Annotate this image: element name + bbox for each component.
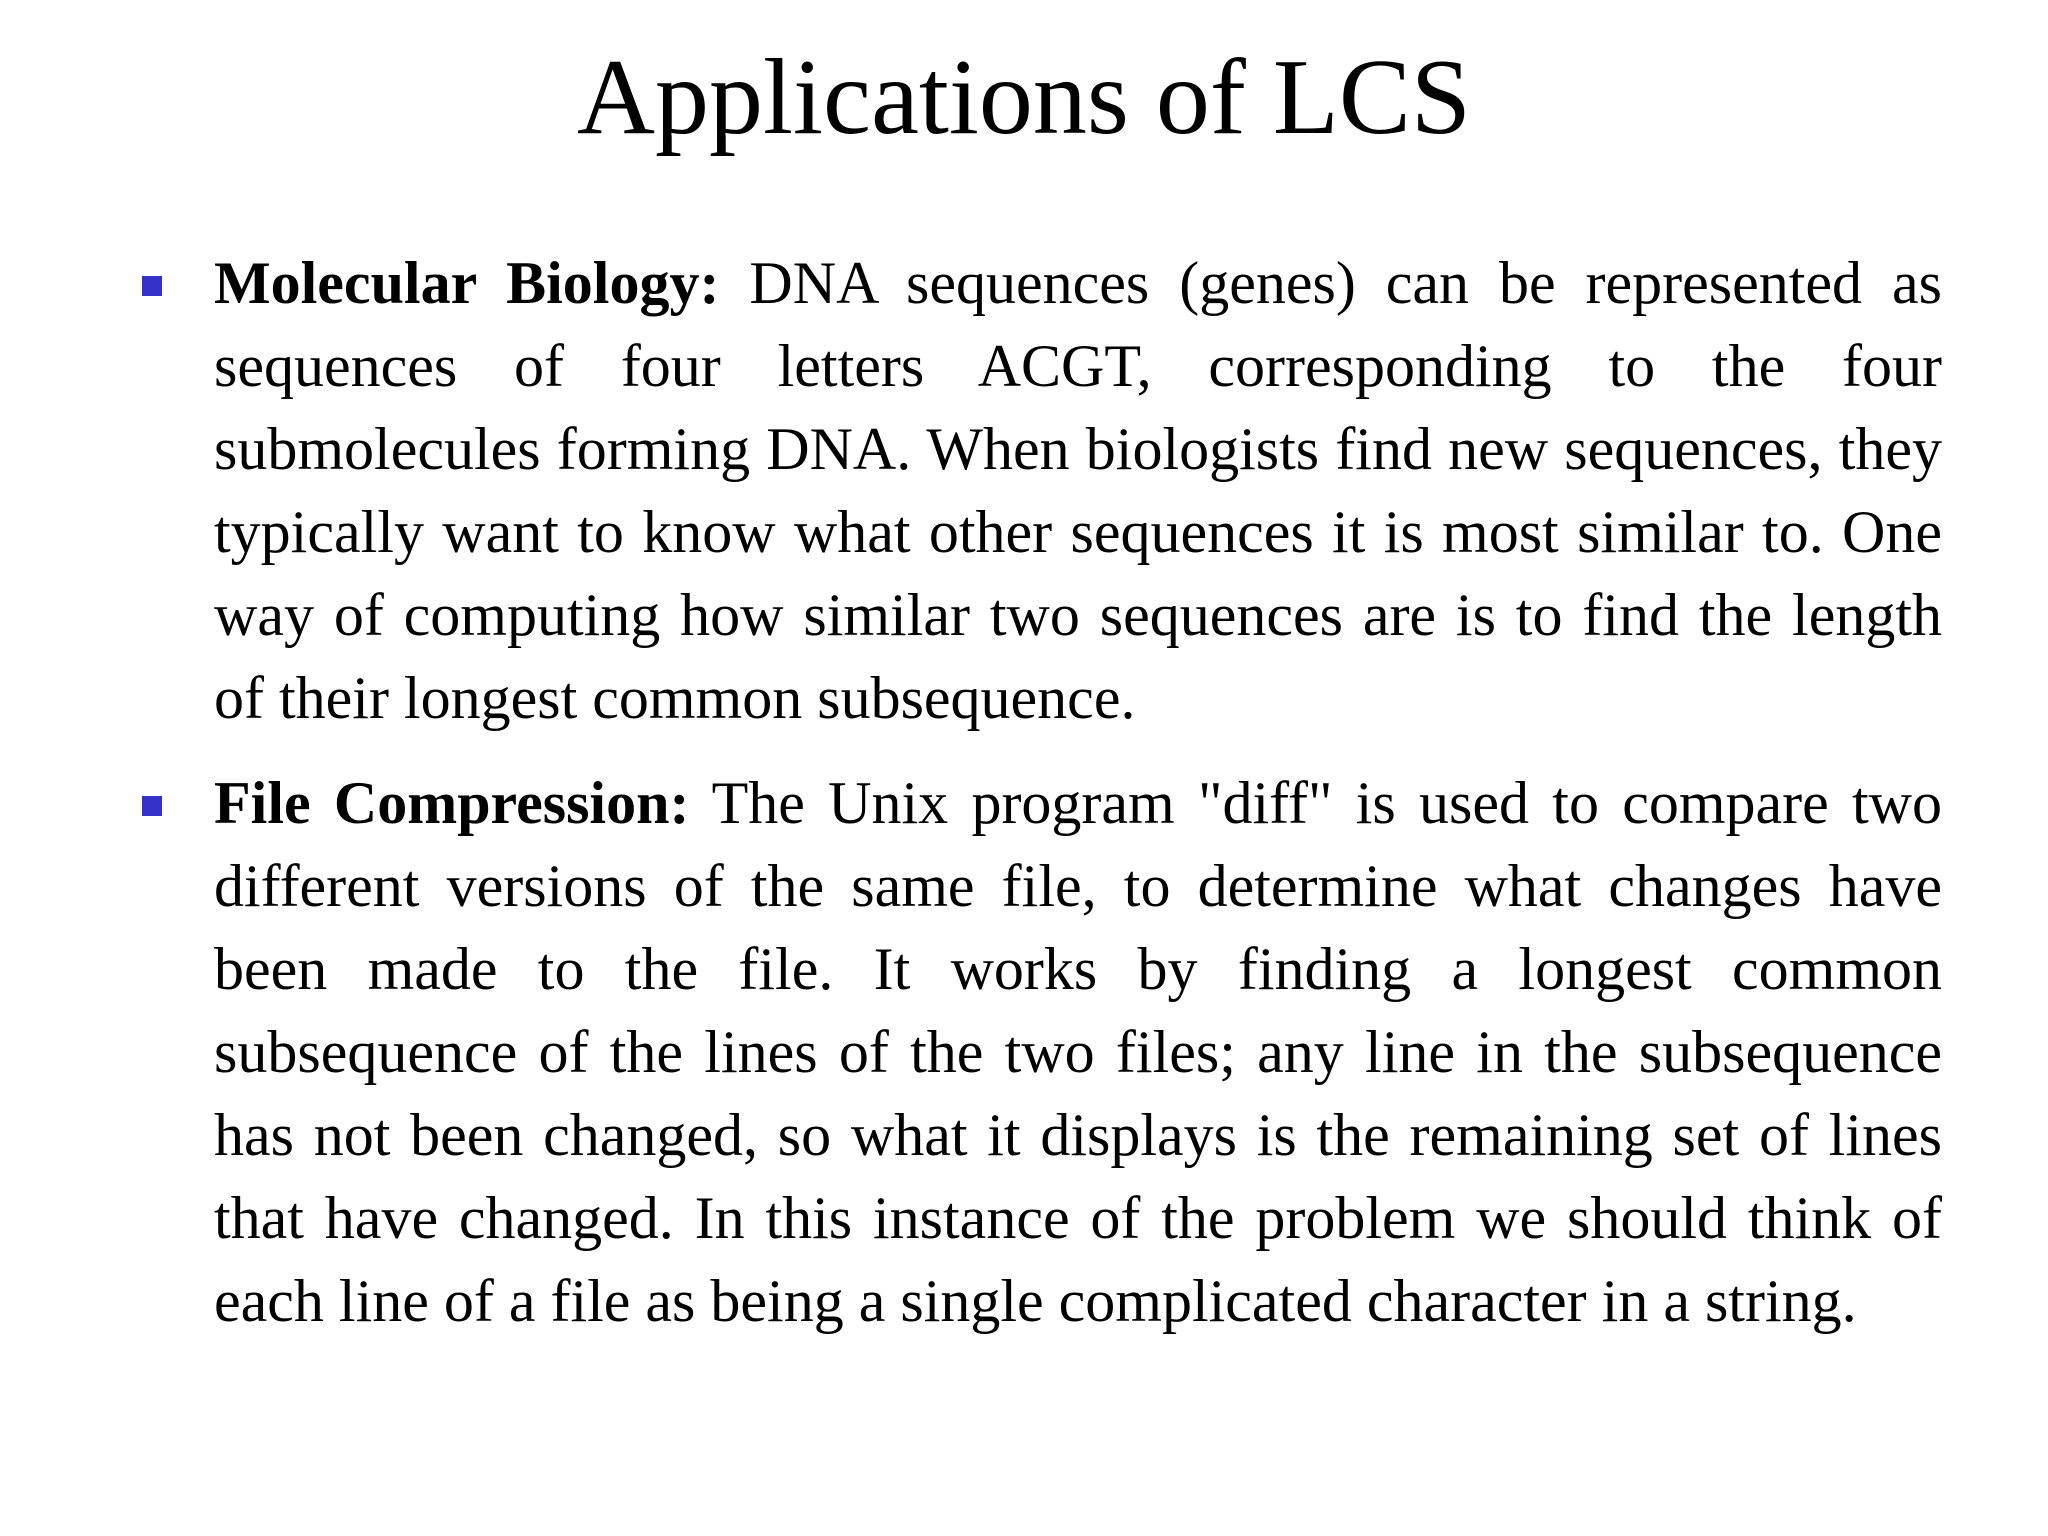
- square-bullet-icon: [142, 276, 162, 296]
- bullet-text: [214, 762, 1942, 1343]
- bullet-heading: Molecular Biology:: [214, 250, 720, 316]
- bullet-item-molecular-biology: [130, 242, 1942, 740]
- bullet-body: DNA sequences (genes) can be represented as sequences of four letters ACGT, corresponding to the four submolecules forming DNA. When biologists find new sequences, they typically want to know what other sequences it is most similar to. One way of computing how similar two sequences are is to find the length of their longest common subsequence.: [214, 250, 1942, 731]
- slide-title: Applications of LCS: [577, 38, 1471, 157]
- bullet-heading: File Compression:: [214, 770, 690, 836]
- bullet-body: The Unix program "diff" is used to compare two different versions of the same file, to determine what changes have been made to the file. It works by finding a longest common subsequence of the lines of the two files; any line in the subsequence has not been changed, so what it displays is the remaining set of lines that have changed. In this instance of the problem we should think of each line of a file as being a single complicated character in a string.: [214, 770, 1943, 1334]
- bullet-item-file-compression: [130, 762, 1942, 1343]
- square-bullet-icon: [142, 796, 162, 816]
- bullet-list: [130, 242, 1942, 1365]
- bullet-text: [214, 242, 1942, 740]
